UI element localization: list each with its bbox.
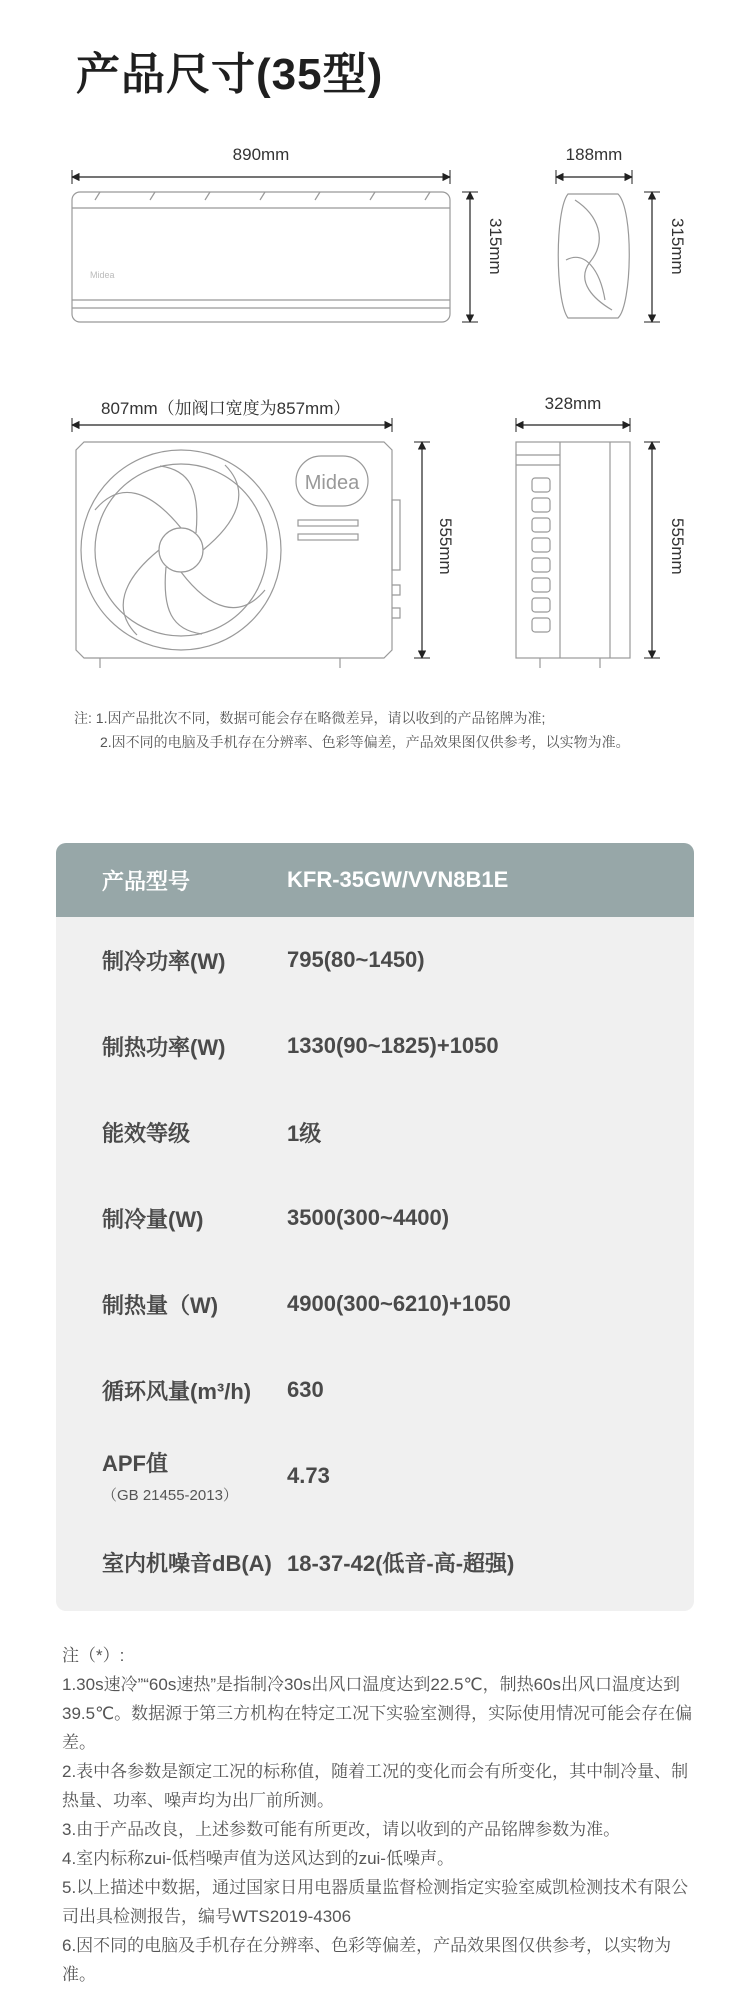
spec-header-row (56, 843, 694, 917)
outdoor-side-height-label: 555mm (668, 518, 687, 575)
spec-label: 制冷量(W) (102, 1206, 204, 1232)
spec-value: 1级 (287, 1120, 322, 1146)
dimension-diagrams (0, 0, 750, 700)
spec-row (56, 1261, 694, 1347)
footnotes (62, 1641, 698, 1989)
spec-label: 室内机噪音dB(A) (102, 1550, 272, 1576)
diagram-note: 注: 1.因产品批次不同，数据可能会存在略微差异，请以收到的产品铭牌为准; (74, 710, 546, 726)
outdoor-unit-side (516, 442, 630, 668)
spec-table (56, 843, 694, 1611)
spec-row (56, 917, 694, 1003)
outdoor-logo: Midea (304, 472, 360, 494)
spec-sublabel: （GB 21455-2013） (102, 1487, 238, 1504)
outdoor-height-label: 555mm (436, 518, 455, 575)
spec-label: APF值 (102, 1451, 169, 1476)
outdoor-depth-label: 328mm (544, 394, 602, 413)
spec-header-label: 产品型号 (102, 868, 191, 894)
footnote-item: 2.表中各参数是额定工况的标称值，随着工况的变化而会有所变化，其中制冷量、制热量、功率、噪声均为出厂前所测。 (62, 1762, 689, 1810)
spec-row (56, 1175, 694, 1261)
footnote-item: 4.室内标称zui-低档噪声值为送风达到的zui-低噪声。 (62, 1849, 454, 1868)
outdoor-width-label: 807mm（加阀口宽度为857mm） (101, 399, 351, 418)
page-title: 产品尺寸(35型) (76, 50, 384, 99)
spec-row (56, 1519, 694, 1605)
spec-value: 18-37-42(低音-高-超强) (287, 1550, 515, 1576)
spec-header-value: KFR-35GW/VVN8B1E (287, 867, 509, 892)
indoor-unit-front (72, 192, 450, 322)
diagram-note: 2.因不同的电脑及手机存在分辨率、色彩等偏差，产品效果图仅供参考，以实物为准。 (100, 734, 630, 750)
spec-label: 制冷功率(W) (102, 948, 226, 974)
indoor-height-label: 315mm (486, 218, 505, 275)
spec-value: 4.73 (287, 1463, 330, 1488)
spec-value: 3500(300~4400) (287, 1205, 450, 1230)
spec-row (56, 1347, 694, 1433)
indoor-logo: Midea (90, 270, 115, 280)
indoor-side-height-label: 315mm (668, 218, 687, 275)
spec-value: 4900(300~6210)+1050 (287, 1291, 511, 1316)
spec-label: 制热功率(W) (102, 1034, 226, 1060)
spec-label: 制热量（W) (102, 1292, 219, 1318)
spec-row (56, 1433, 694, 1519)
indoor-depth-label: 188mm (565, 145, 623, 164)
footnote-item: 5.以上描述中数据，通过国家日用电器质量监督检测指定实验室威凯检测技术有限公司出具检测报告，编号WTS2019-4306 (62, 1878, 689, 1926)
footnote-item: 3.由于产品改良，上述参数可能有所更改，请以收到的产品铭牌参数为准。 (62, 1820, 621, 1839)
spec-label: 循环风量(m³/h) (102, 1378, 252, 1404)
diagram-notes (74, 706, 630, 754)
spec-label: 能效等级 (102, 1120, 191, 1146)
spec-value: 1330(90~1825)+1050 (287, 1033, 499, 1058)
footnote-item: 6.因不同的电脑及手机存在分辨率、色彩等偏差，产品效果图仅供参考，以实物为准。 (62, 1936, 672, 1984)
indoor-unit-side (558, 194, 629, 318)
spec-value: 795(80~1450) (287, 947, 425, 972)
spec-row (56, 1089, 694, 1175)
indoor-width-label: 890mm (232, 145, 290, 164)
spec-row (56, 1003, 694, 1089)
spec-value: 630 (287, 1377, 324, 1402)
footnote-item: 1.30s速冷”“60s速热”是指制冷30s出风口温度达到22.5℃，制热60s出风口温度达到39.5℃。数据源于第三方机构在特定工况下实验室测得，实际使用情况可能会存在偏差。 (62, 1675, 693, 1752)
footnote-heading: 注（*）: (62, 1646, 125, 1665)
